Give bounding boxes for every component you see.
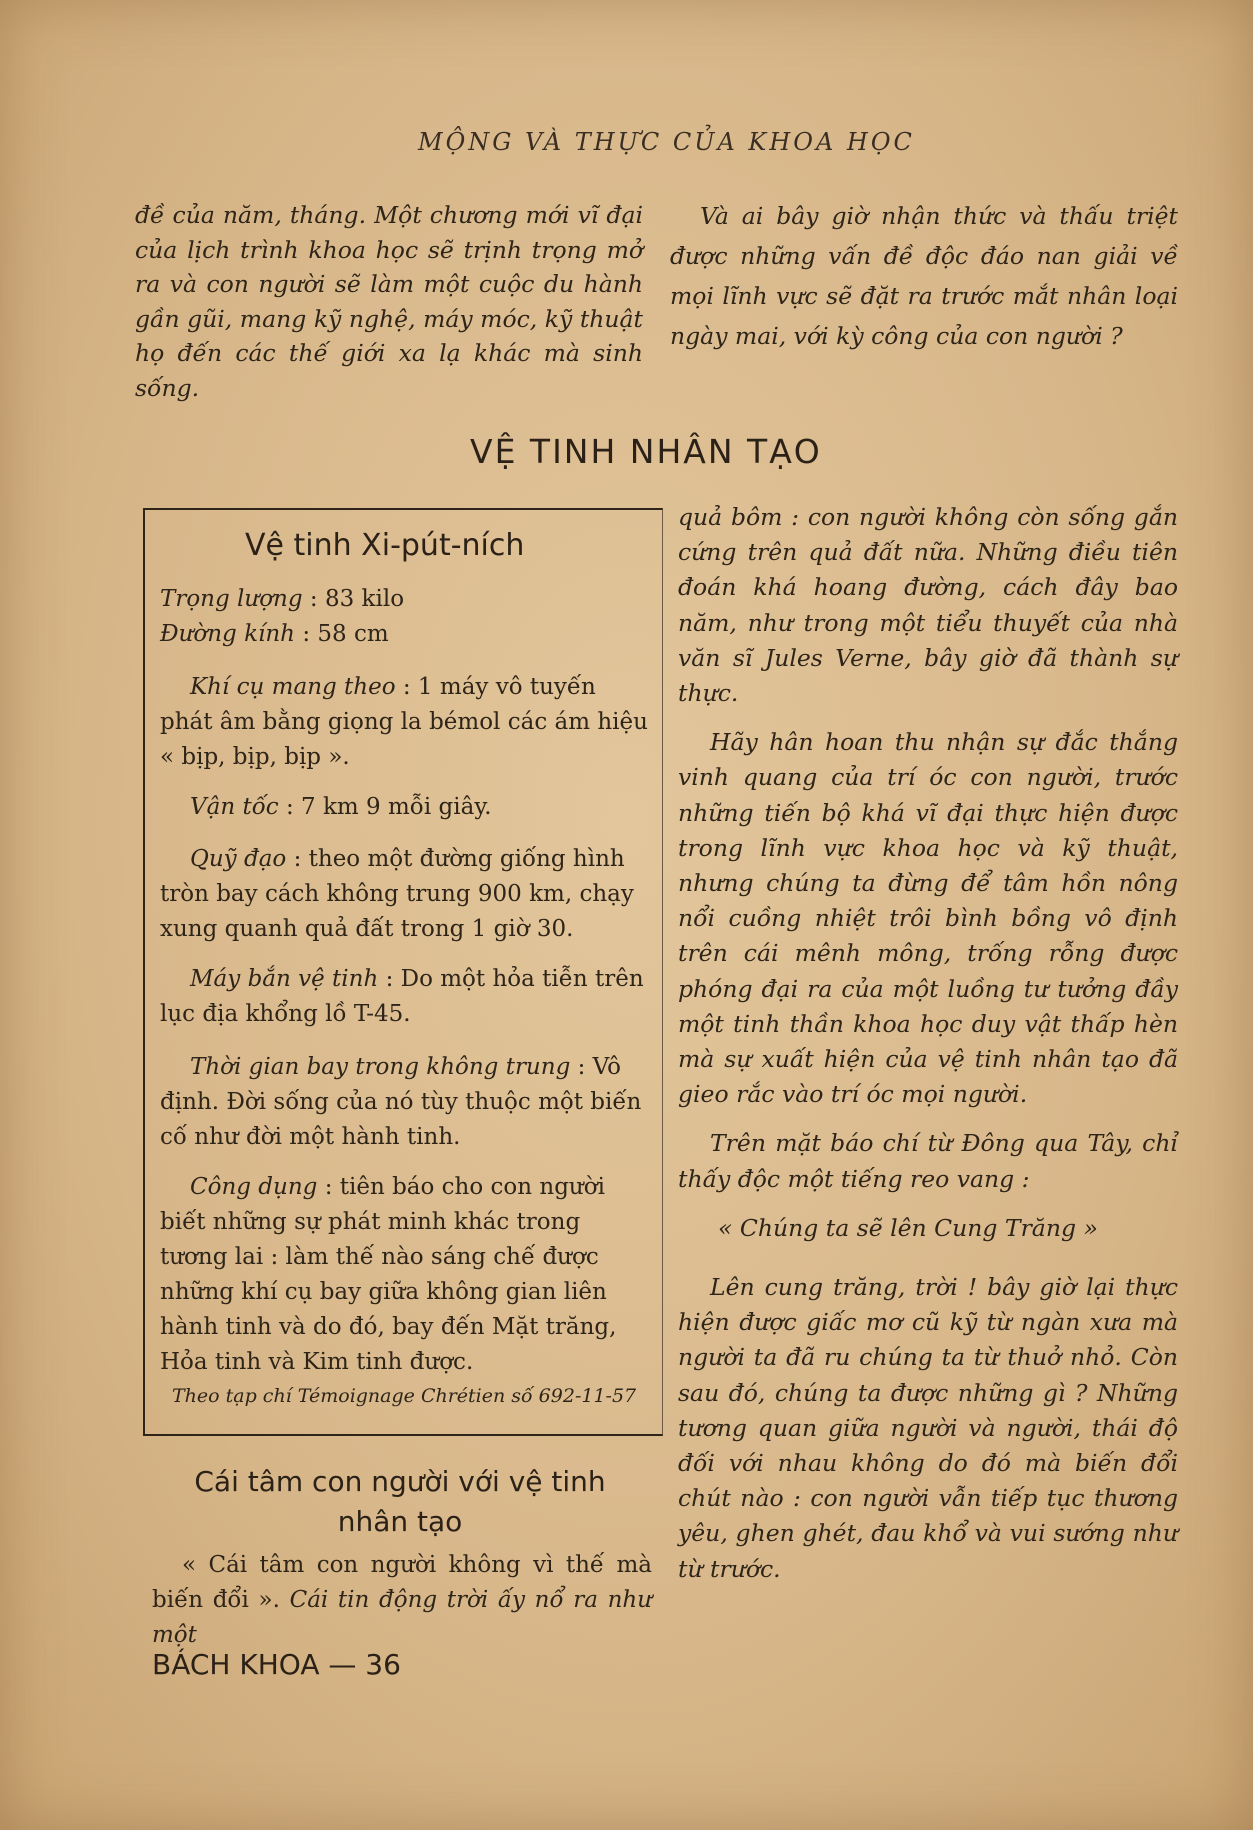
orbit-label: Quỹ đạo (190, 846, 287, 872)
flight-time-label: Thời gian bay trong không trung (190, 1054, 571, 1080)
right-quote: « Chúng ta sẽ lên Cung Trăng » (718, 1213, 1098, 1242)
right-paragraph-2: Hãy hân hoan thu nhận sự đắc thắng vinh quang của trí óc con người, trước những tiến bộ khá vĩ đại thực hiện được trong lĩnh vực khoa học và kỹ thuật, nhưng chúng ta đừng để tâm hồn nông nổi cuồng nhiệt trôi bình bồng vô định trên cái mênh mông, trống rỗng được phóng đại ra của một luồng tư tưởng đầy một tinh thần khoa học duy vật thấp hèn mà sự xuất hiện của vệ tinh nhân tạo đã gieo rắc vào trí óc mọi người. (678, 728, 1178, 1109)
box-title: Vệ tinh Xi-pút-ních (245, 528, 525, 563)
box-usage (160, 1170, 650, 1380)
box-launcher (160, 962, 650, 1032)
bottom-left-quote: « Cái tâm con người không vì thế mà biến đổi ». (152, 1552, 652, 1613)
bottom-left-paragraph (152, 1548, 652, 1653)
instrument-label: Khí cụ mang theo (190, 674, 396, 700)
box-speed (160, 790, 650, 825)
right-paragraph-3: Trên mặt báo chí từ Đông qua Tây, chỉ thấy độc một tiếng reo vang : (678, 1129, 1178, 1193)
box-weight-diameter (160, 582, 650, 652)
box-instrument (160, 670, 650, 775)
launcher-value: : Do một hỏa tiễn trên lục địa khổng lồ T-45. (160, 966, 644, 1027)
running-header: MỘNG VÀ THỰC CỦA KHOA HỌC (418, 128, 915, 156)
bottom-left-italic: Cái tin động trời ấy nổ ra như một (152, 1587, 653, 1648)
section-title: VỆ TINH NHÂN TẠO (470, 432, 822, 471)
top-right-text: Và ai bây giờ nhận thức và thấu triệt được những vấn đề độc đáo nan giải về mọi lĩnh vực sẽ đặt ra trước mắt nhân loại ngày mai, với kỳ công của con người ? (670, 202, 1178, 350)
usage-value: : tiên báo cho con người biết những sự phát minh khác trong tương lai : làm thế nào sáng chế được những khí cụ bay giữa không gian liên hành tinh và do đó, bay đến Mặt trăng, Hỏa tinh và Kim tinh được. (160, 1174, 617, 1375)
sub-section-title: Cái tâm con người với vệ tinh nhân tạo (194, 1465, 606, 1538)
box-flight-time (160, 1050, 650, 1155)
top-right-paragraph (670, 196, 1178, 356)
right-paragraph-4: Lên cung trăng, trời ! bây giờ lại thực hiện được giấc mơ cũ kỹ từ ngàn xưa mà người ta đã ru chúng ta từ thuở nhỏ. Còn sau đó, chúng ta được những gì ? Những tương quan giữa người và người, thái độ đối với nhau không do đó mà biến đổi chút nào : con người vẫn tiếp tục thương yêu, ghen ghét, đau khổ và vui sướng như từ trước. (678, 1273, 1178, 1583)
right-column (678, 500, 1178, 1601)
box-source: Theo tạp chí Témoignage Chrétien số 692-11-57 (172, 1385, 637, 1407)
weight-label: Trọng lượng (160, 586, 303, 612)
usage-label: Công dụng (190, 1174, 318, 1200)
speed-label: Vận tốc (190, 794, 279, 820)
top-left-paragraph (135, 198, 643, 405)
diameter-value: : 58 cm (302, 621, 389, 647)
weight-value: : 83 kilo (309, 586, 405, 612)
orbit-value: : theo một đường giống hình tròn bay cách không trung 900 km, chạy xung quanh quả đất trong 1 giờ 30. (160, 846, 634, 942)
diameter-label: Đường kính (160, 621, 295, 647)
instrument-value: : 1 máy vô tuyến phát âm bằng giọng la bémol các ám hiệu « bịp, bịp, bịp ». (160, 674, 648, 770)
right-paragraph-1: quả bôm : con người không còn sống gắn cứng trên quả đất nữa. Những điều tiên đoán khá hoang đường, cách đây bao năm, như trong một tiểu thuyết của nhà văn sĩ Jules Verne, bây giờ đã thành sự thực. (678, 503, 1178, 708)
launcher-label: Máy bắn vệ tinh (190, 966, 379, 992)
speed-value: : 7 km 9 mỗi giây. (285, 794, 492, 820)
page-footer: BÁCH KHOA — 36 (152, 1648, 401, 1681)
top-left-text: đề của năm, tháng. Một chương mới vĩ đại của lịch trình khoa học sẽ trịnh trọng mở ra và con người sẽ làm một cuộc du hành gần gũi, mang kỹ nghệ, máy móc, kỹ thuật họ đến các thế giới xa lạ khác mà sinh sống. (135, 201, 643, 402)
box-orbit (160, 842, 650, 947)
flight-time-value: : Vô định. Đời sống của nó tùy thuộc một biến cố như đời một hành tinh. (160, 1054, 642, 1150)
